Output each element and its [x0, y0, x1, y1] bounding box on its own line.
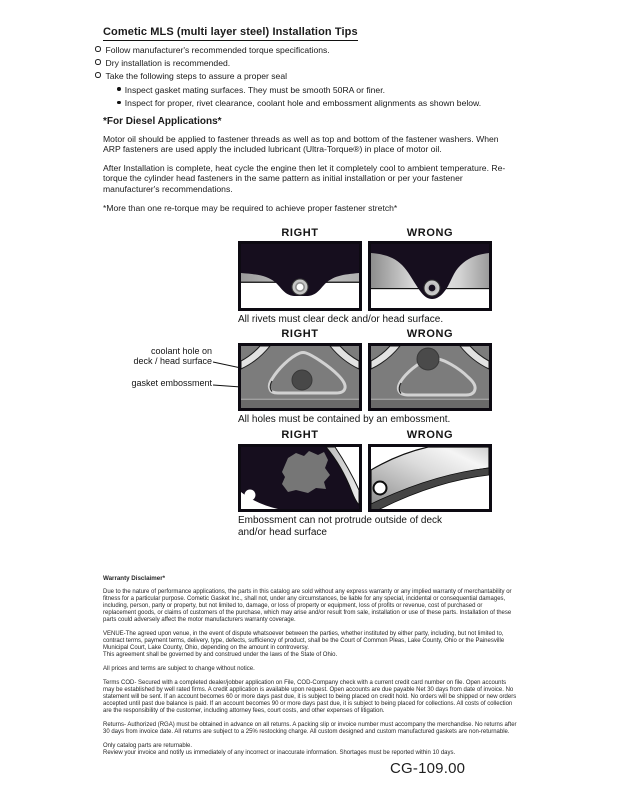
warranty-paragraph: Returns- Authorized (RGA) must be obtained in advance on all returns. A packing slip or invoice number must accompany the merchandise. No returns after 30 days from invoice date. All returns are subject to a 25% restocking charge. All custom designed and custom manufactured gaskets are non-returnable. [103, 722, 517, 735]
open-bullet-icon [95, 59, 101, 65]
diagram-hole-wrong [368, 343, 492, 411]
tip-item [95, 70, 535, 83]
tip-item [95, 44, 535, 57]
diagram-hole-right [238, 343, 362, 411]
warranty-paragraph: Terms COD- Secured with a completed dealer/jobber application on File, COD-Company check with a current credit card number on file. Open accounts may be established by well rated firms. A credit application is available upon request. Open accounts are due payable Net 30 days from date of invoice. No statement will be sent. If an account becomes 60 or more days past due, it is subject to being placed on credit hold. No orders will be shipped or new orders accepted until past due balance is paid. If an account becomes 90 or more days past due, it is subject to being placed for collections. All costs of collection are the responsibility of the customer, including attorney fees, court costs, and other expenses of litigation. [103, 680, 517, 714]
filled-bullet-icon [117, 87, 121, 91]
diesel-paragraph-1: Motor oil should be applied to fastener threads as well as top and bottom of the fastener washers. When ARP fasteners are used apply the included lubricant (Ultra-Torque®) in place of motor oil. [103, 133, 499, 155]
diagram-rivet-right [238, 241, 362, 311]
open-bullet-icon [95, 72, 101, 78]
diesel-section [103, 117, 513, 221]
filled-bullet-icon [117, 101, 121, 105]
warranty-paragraph: Only catalog parts are returnable. [103, 743, 193, 749]
diagram-embossment-right [238, 444, 362, 512]
warranty-heading: Warranty Disclaimer* [103, 575, 166, 582]
warranty-disclaimer [103, 575, 517, 764]
page-title: Cometic MLS (multi layer steel) Installation Tips [103, 26, 358, 41]
diesel-paragraph-3: *More than one re-torque may be required to achieve proper fastener stretch* [103, 202, 398, 213]
gasket-embossment-callout: gasket embossment [131, 378, 212, 388]
diesel-paragraph-2: After Installation is complete, heat cycle the engine then let it completely cool to ambient temperature. Re-torque the cylinder head fasteners in the same pattern as initial installation or per your fastener manufacturer's recommendations. [103, 162, 506, 194]
pair2-wrong-heading: WRONG [406, 328, 454, 340]
tip-sub-item [117, 97, 535, 110]
page-code: CG-109.00 [390, 760, 466, 777]
pair2-right-heading: RIGHT [281, 328, 319, 340]
warranty-paragraph: VENUE-The agreed upon venue, in the event of dispute whatsoever between the parties, whether instituted by either party, including, but not limited to, contract terms, payment terms, delivery, type, defects, sufficiency of product, shall be the Court of Common Pleas, Lake County, Ohio or the Painesville Municipal Court, Lake County, Ohio, depending on the amount in controversy. [103, 631, 505, 651]
installation-tips-list [95, 44, 535, 110]
pair1-right-heading: RIGHT [281, 227, 319, 239]
pair3-caption: Embossment can not protrude outside of deck and/or head surface [238, 515, 443, 538]
tip-item [95, 57, 535, 70]
tip-item-label: Follow manufacturer's recommended torque specifications. [105, 45, 330, 55]
pair1-wrong-heading: WRONG [406, 227, 454, 239]
tips-level1 [95, 44, 535, 84]
tip-sub-item [117, 84, 535, 97]
tip-item-label: Take the following steps to assure a proper seal [105, 71, 288, 82]
coolant-hole-callout: coolant hole on deck / head surface [133, 346, 212, 366]
diagram-rivet-wrong [368, 241, 492, 311]
pair2-caption: All holes must be contained by an embossment. [238, 414, 451, 425]
warranty-paragraph: All prices and terms are subject to change without notice. [103, 666, 255, 672]
warranty-paragraph: Review your invoice and notify us immediately of any incorrect or inaccurate information. Shortages must be reported within 10 days. [103, 750, 456, 756]
warranty-paragraphs [103, 589, 517, 757]
pair3-wrong-heading: WRONG [406, 429, 454, 441]
pair1-caption: All rivets must clear deck and/or head surface. [238, 314, 444, 325]
tips-level2 [117, 84, 535, 110]
pair3-right-heading: RIGHT [281, 429, 319, 441]
warranty-paragraph: Due to the nature of performance applications, the parts in this catalog are sold without any express warranty or any implied warranty of merchantability or fitness for a particular purpose. Cometic Gasket Inc., shall not, under any circumstances, be liable for any special, incidental or consequential damages, including, person, party or property, but not limited to, damage, or loss of property or equipment, loss of profits or revenue, cost of purchased or replacement goods, or claims of customers of the purchase, which may arise and/or result from sale, installation or use of these parts. Installation of these parts could adversely affect the motor manufacturers warranty coverage. [103, 589, 512, 623]
diesel-heading: *For Diesel Applications* [103, 116, 222, 127]
diagram-embossment-wrong [368, 444, 492, 512]
tip-item-label: Dry installation is recommended. [105, 58, 231, 69]
open-bullet-icon [95, 46, 101, 52]
warranty-paragraph: This agreement shall be governed by and construed under the laws of the State of Ohio. [103, 652, 338, 658]
tip-sub-item-label: Inspect gasket mating surfaces. They must be smooth 50RA or finer. [124, 84, 385, 95]
tip-sub-item-label: Inspect for proper, rivet clearance, coolant hole and embossment alignments as shown below. [124, 97, 482, 108]
